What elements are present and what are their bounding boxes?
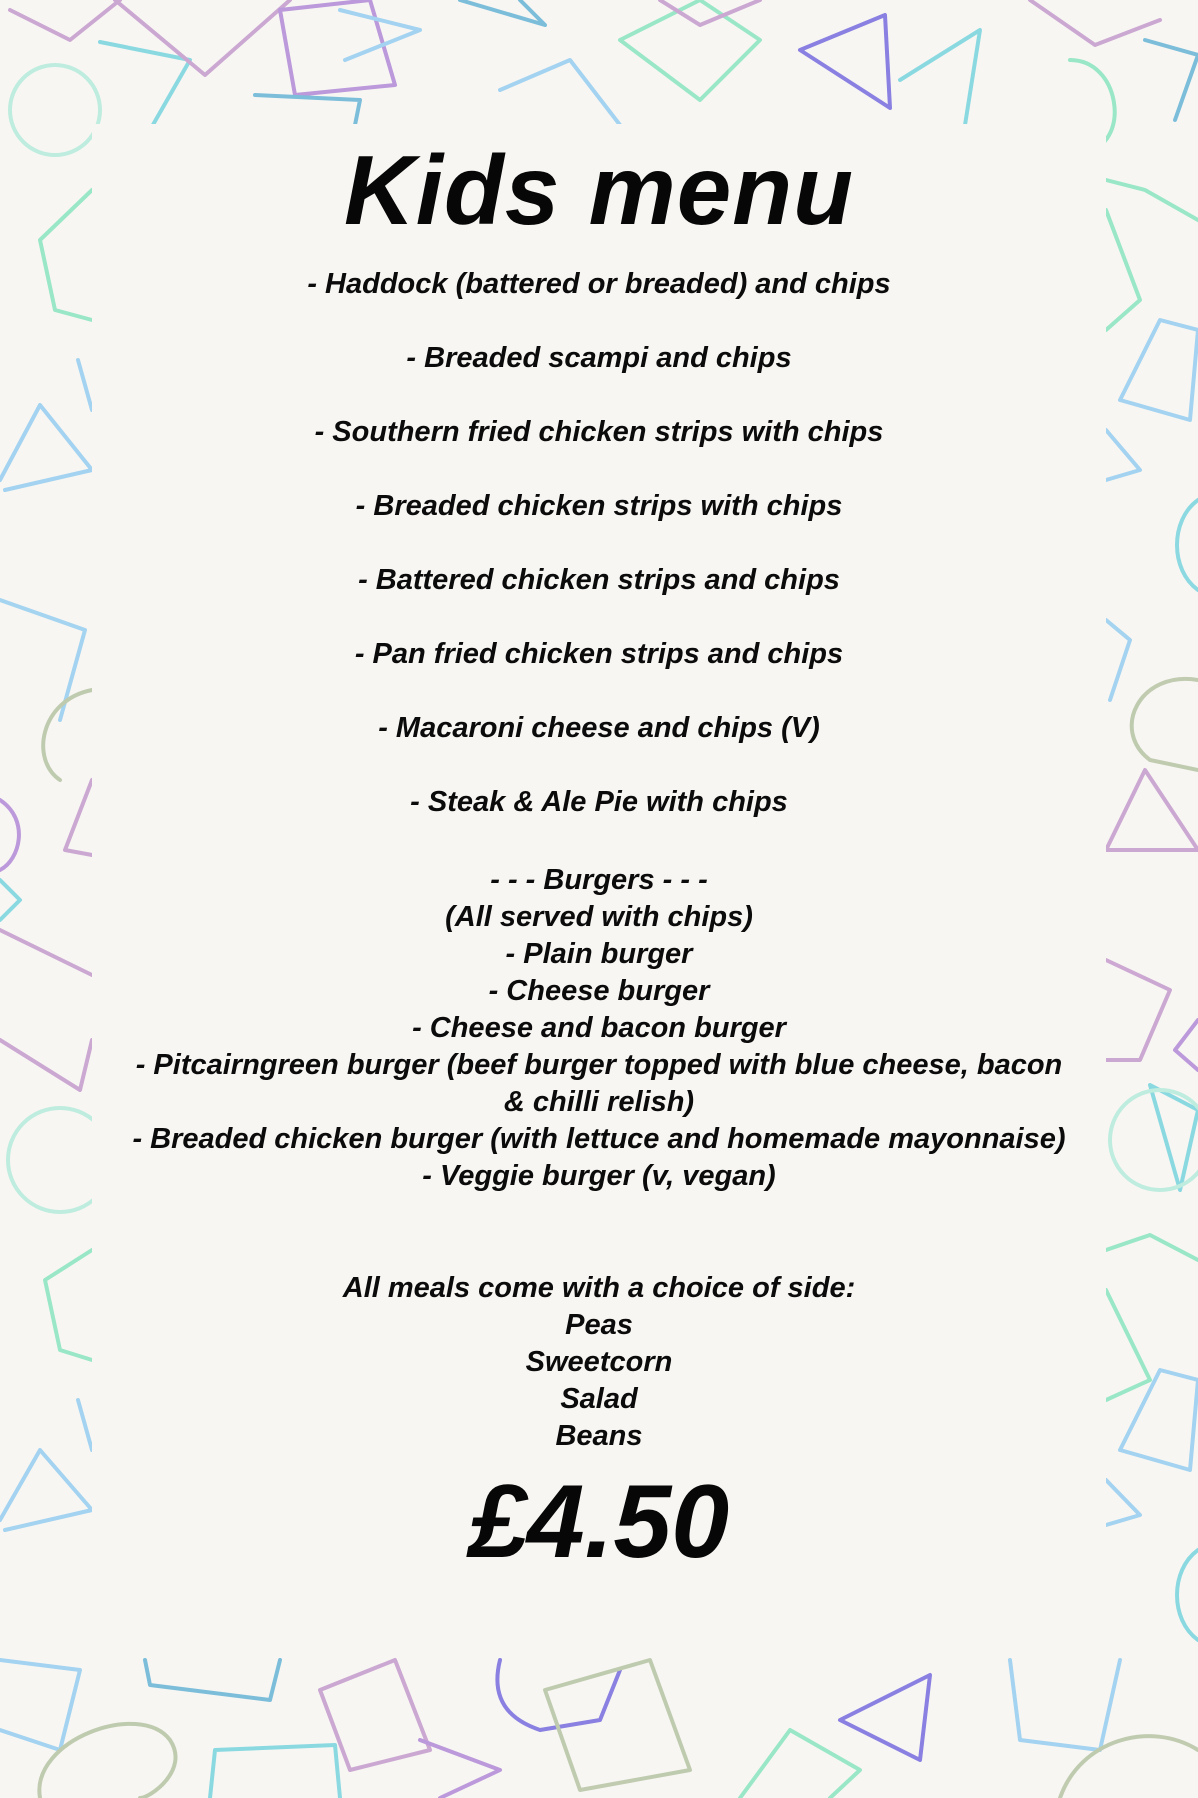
sides-section	[0, 1270, 1198, 1455]
price: £4.50	[468, 1464, 730, 1580]
burgers-section	[0, 862, 1198, 1195]
menu-title: Kids menu	[344, 135, 854, 245]
list-item: - Steak & Ale Pie with chips	[410, 786, 788, 818]
list-item: - Veggie burger (v, vegan)	[422, 1160, 776, 1192]
list-item: - Breaded chicken burger (with lettuce and homemade mayonnaise)	[132, 1123, 1066, 1155]
list-item: Beans	[555, 1420, 643, 1452]
list-item: - Breaded chicken strips with chips	[355, 490, 843, 522]
list-item: - Southern fried chicken strips with chips	[314, 416, 884, 448]
list-item: Peas	[565, 1309, 633, 1341]
burgers-note: (All served with chips)	[445, 901, 753, 933]
list-item: - Cheese burger	[488, 975, 710, 1007]
list-item: - Breaded scampi and chips	[406, 342, 792, 374]
list-item: Sweetcorn	[525, 1346, 673, 1378]
list-item: Salad	[560, 1383, 638, 1415]
menu-item-list	[0, 266, 1198, 858]
list-item: - Pan fried chicken strips and chips	[354, 638, 844, 670]
sides-heading: All meals come with a choice of side:	[342, 1272, 856, 1304]
list-item: - Plain burger	[505, 938, 693, 970]
list-item: - Battered chicken strips and chips	[358, 564, 840, 596]
list-item: - Pitcairngreen burger (beef burger topped with blue cheese, bacon	[135, 1049, 1063, 1081]
list-item: - Macaroni cheese and chips (V)	[378, 712, 820, 744]
burgers-heading: - - - Burgers - - -	[490, 864, 708, 896]
list-item: - Cheese and bacon burger	[412, 1012, 786, 1044]
list-item: - Haddock (battered or breaded) and chips	[307, 268, 891, 300]
list-item: & chilli relish)	[503, 1086, 695, 1118]
